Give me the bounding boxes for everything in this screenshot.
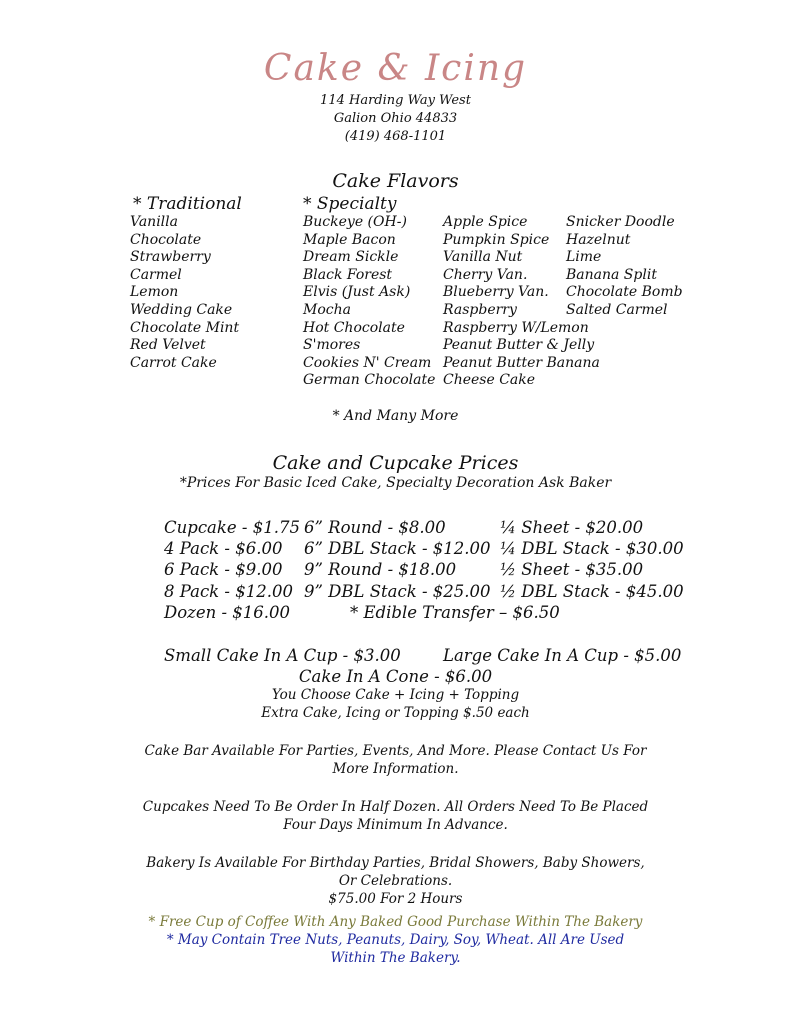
list-item: Vanilla [130, 214, 178, 230]
list-item: Snicker Doodle [566, 214, 675, 230]
list-item: Raspberry [443, 301, 517, 318]
price-item: 6” DBL Stack - $12.00 [304, 539, 491, 559]
edible-transfer-price: * Edible Transfer – $6.50 [350, 603, 560, 622]
choose-toppings: You Choose Cake + Icing + Topping [271, 687, 520, 703]
list-item: Wedding Cake [130, 301, 233, 318]
price-item: 4 Pack - $6.00 [164, 539, 283, 559]
list-item: Cheese Cake [443, 372, 536, 389]
address-line-1: 114 Harding Way West [320, 93, 471, 108]
cupcake-prices [164, 517, 300, 623]
price-item: ½ DBL Stack - $45.00 [500, 581, 684, 601]
prices-heading: Cake and Cupcake Prices [272, 452, 519, 474]
cupcake-order-line-2: Four Days Minimum In Advance. [283, 817, 508, 833]
list-item: Peanut Butter Banana [443, 354, 600, 371]
list-item: Strawberry [130, 249, 211, 266]
price-item: 9” Round - $18.00 [304, 560, 457, 580]
cake-bar-line-2: More Information. [332, 761, 459, 777]
traditional-list [130, 214, 239, 372]
traditional-heading: * Traditional [133, 194, 242, 214]
phone-number: (419) 468-1101 [344, 129, 447, 144]
list-item: Maple Bacon [303, 231, 396, 248]
list-item: Lime [566, 249, 602, 266]
list-item: Chocolate [130, 231, 202, 248]
bakery-parties-line-3: $75.00 For 2 Hours [328, 891, 463, 907]
list-item: Raspberry W/Lemon [443, 319, 589, 336]
list-item: German Chocolate [303, 372, 436, 389]
cake-bar-line-1: Cake Bar Available For Parties, Events, And More. Please Contact Us For [144, 743, 647, 759]
large-cake-cup-price: Large Cake In A Cup - $5.00 [443, 646, 682, 665]
list-item: Lemon [130, 284, 179, 301]
allergen-line-2: Within The Bakery. [330, 950, 461, 966]
free-coffee-note: * Free Cup of Coffee With Any Baked Good Purchase Within The Bakery [148, 914, 643, 930]
price-item: 9” DBL Stack - $25.00 [304, 581, 491, 601]
list-item: S'mores [303, 337, 361, 354]
allergen-line-1: * May Contain Tree Nuts, Peanuts, Dairy, Soy, Wheat. All Are Used [166, 932, 625, 948]
list-item: Buckeye (OH-) [303, 214, 407, 230]
list-item: Cherry Van. [443, 266, 528, 283]
sheet-cake-prices [500, 517, 684, 602]
list-item: Elvis (Just Ask) [303, 284, 411, 301]
list-item: Cookies N' Cream [303, 354, 432, 371]
price-item: Dozen - $16.00 [164, 602, 291, 622]
list-item: Hot Chocolate [303, 319, 405, 336]
bakery-parties-line-1: Bakery Is Available For Birthday Parties, Bridal Showers, Baby Showers, [146, 855, 645, 871]
list-item: Blueberry Van. [443, 284, 549, 301]
cupcake-order-line-1: Cupcakes Need To Be Order In Half Dozen. All Orders Need To Be Placed [142, 799, 649, 815]
list-item: Chocolate Bomb [566, 284, 683, 301]
list-item: Red Velvet [130, 337, 206, 354]
price-item: 8 Pack - $12.00 [164, 581, 293, 601]
and-many-more: * And Many More [332, 408, 459, 424]
list-item: Carrot Cake [130, 354, 217, 371]
list-item: Dream Sickle [303, 249, 399, 266]
specialty-list-3 [566, 214, 683, 320]
price-item: ½ Sheet - $35.00 [500, 560, 644, 580]
list-item: Mocha [303, 301, 351, 318]
price-item: 6 Pack - $9.00 [164, 560, 283, 580]
bakery-parties-line-2: Or Celebrations. [338, 873, 453, 889]
list-item: Banana Split [566, 266, 657, 283]
extra-toppings: Extra Cake, Icing or Topping $.50 each [261, 705, 530, 721]
price-item: 6” Round - $8.00 [304, 518, 446, 537]
price-item: Cupcake - $1.75 [164, 518, 300, 537]
list-item: Pumpkin Spice [443, 231, 550, 248]
round-cake-prices [304, 517, 491, 602]
flavors-heading: Cake Flavors [332, 170, 459, 192]
list-item: Black Forest [303, 266, 393, 283]
price-item: ¼ Sheet - $20.00 [500, 518, 644, 537]
list-item: Carmel [130, 266, 182, 283]
list-item: Peanut Butter & Jelly [443, 337, 595, 354]
list-item: Chocolate Mint [130, 319, 240, 336]
prices-note: *Prices For Basic Iced Cake, Specialty Decoration Ask Baker [179, 475, 612, 491]
specialty-heading: * Specialty [303, 194, 397, 214]
address-line-2: Galion Ohio 44833 [333, 111, 458, 126]
list-item: Hazelnut [566, 231, 631, 248]
cake-cone-price: Cake In A Cone - $6.00 [298, 667, 493, 686]
list-item: Vanilla Nut [443, 249, 523, 266]
list-item: Salted Carmel [566, 301, 668, 318]
specialty-list-1 [303, 214, 435, 390]
small-cake-cup-price: Small Cake In A Cup - $3.00 [164, 646, 401, 665]
bakery-title: Cake & Icing [263, 48, 528, 89]
price-item: ¼ DBL Stack - $30.00 [500, 539, 684, 559]
list-item: Apple Spice [443, 214, 528, 230]
